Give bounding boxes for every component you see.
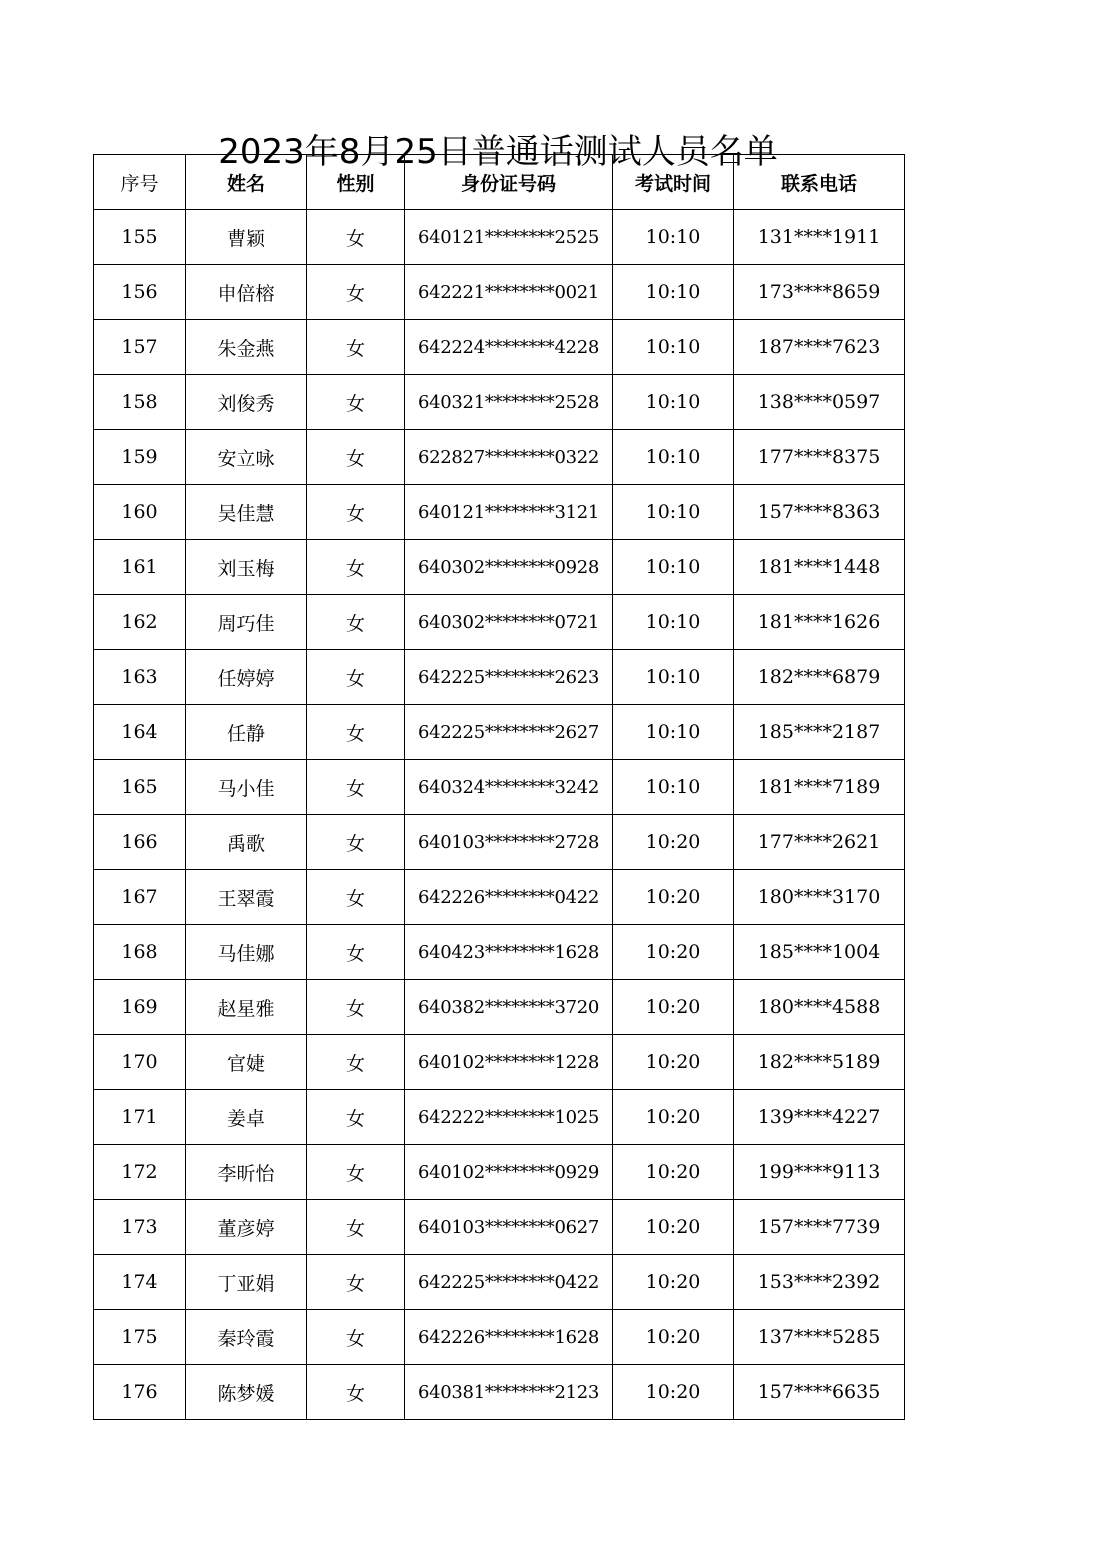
cell-id-number: 622827********0322 [405, 430, 613, 485]
cell-seq: 168 [94, 925, 186, 980]
cell-name: 丁亚娟 [186, 1255, 307, 1310]
cell-exam-time: 10:10 [613, 760, 734, 815]
cell-id-number: 640103********2728 [405, 815, 613, 870]
cell-exam-time: 10:10 [613, 485, 734, 540]
table-row [94, 650, 905, 705]
cell-seq: 175 [94, 1310, 186, 1365]
cell-phone: 173****8659 [734, 265, 905, 320]
cell-gender: 女 [307, 705, 405, 760]
cell-gender: 女 [307, 375, 405, 430]
cell-id-number: 640324********3242 [405, 760, 613, 815]
cell-id-number: 640423********1628 [405, 925, 613, 980]
header-id: 身份证号码 [405, 155, 613, 210]
header-seq: 序号 [94, 155, 186, 210]
table-row [94, 705, 905, 760]
cell-exam-time: 10:20 [613, 870, 734, 925]
cell-seq: 160 [94, 485, 186, 540]
cell-name: 王翠霞 [186, 870, 307, 925]
cell-gender: 女 [307, 485, 405, 540]
cell-exam-time: 10:20 [613, 1145, 734, 1200]
cell-seq: 164 [94, 705, 186, 760]
cell-id-number: 642224********4228 [405, 320, 613, 375]
roster-table [93, 154, 905, 1420]
cell-gender: 女 [307, 210, 405, 265]
cell-phone: 182****6879 [734, 650, 905, 705]
cell-exam-time: 10:20 [613, 1090, 734, 1145]
cell-gender: 女 [307, 1310, 405, 1365]
cell-gender: 女 [307, 1145, 405, 1200]
cell-exam-time: 10:10 [613, 375, 734, 430]
cell-seq: 162 [94, 595, 186, 650]
cell-exam-time: 10:10 [613, 210, 734, 265]
cell-phone: 153****2392 [734, 1255, 905, 1310]
cell-name: 安立咏 [186, 430, 307, 485]
table-row [94, 485, 905, 540]
cell-name: 任静 [186, 705, 307, 760]
cell-id-number: 642226********0422 [405, 870, 613, 925]
cell-phone: 185****2187 [734, 705, 905, 760]
cell-seq: 171 [94, 1090, 186, 1145]
cell-name: 马佳娜 [186, 925, 307, 980]
cell-id-number: 642221********0021 [405, 265, 613, 320]
cell-id-number: 640321********2528 [405, 375, 613, 430]
cell-name: 申倍榕 [186, 265, 307, 320]
table-row [94, 210, 905, 265]
table-header [94, 155, 905, 210]
cell-seq: 163 [94, 650, 186, 705]
cell-seq: 165 [94, 760, 186, 815]
cell-id-number: 640121********3121 [405, 485, 613, 540]
cell-seq: 159 [94, 430, 186, 485]
cell-id-number: 640381********2123 [405, 1365, 613, 1420]
cell-phone: 138****0597 [734, 375, 905, 430]
cell-gender: 女 [307, 925, 405, 980]
cell-id-number: 640382********3720 [405, 980, 613, 1035]
cell-phone: 181****1448 [734, 540, 905, 595]
cell-gender: 女 [307, 265, 405, 320]
cell-exam-time: 10:20 [613, 925, 734, 980]
cell-seq: 172 [94, 1145, 186, 1200]
cell-name: 姜卓 [186, 1090, 307, 1145]
table-body [94, 210, 905, 1420]
cell-seq: 155 [94, 210, 186, 265]
table-row [94, 265, 905, 320]
cell-exam-time: 10:10 [613, 705, 734, 760]
cell-gender: 女 [307, 650, 405, 705]
cell-id-number: 642222********1025 [405, 1090, 613, 1145]
cell-seq: 161 [94, 540, 186, 595]
table-row [94, 1200, 905, 1255]
cell-seq: 156 [94, 265, 186, 320]
cell-name: 李昕怡 [186, 1145, 307, 1200]
cell-exam-time: 10:20 [613, 980, 734, 1035]
cell-id-number: 640121********2525 [405, 210, 613, 265]
table-row [94, 320, 905, 375]
cell-exam-time: 10:10 [613, 650, 734, 705]
cell-phone: 131****1911 [734, 210, 905, 265]
cell-gender: 女 [307, 1035, 405, 1090]
table-row [94, 1255, 905, 1310]
cell-gender: 女 [307, 760, 405, 815]
cell-phone: 139****4227 [734, 1090, 905, 1145]
cell-name: 秦玲霞 [186, 1310, 307, 1365]
cell-gender: 女 [307, 1255, 405, 1310]
table-row [94, 815, 905, 870]
cell-name: 刘玉梅 [186, 540, 307, 595]
cell-name: 吴佳慧 [186, 485, 307, 540]
cell-gender: 女 [307, 540, 405, 595]
cell-gender: 女 [307, 595, 405, 650]
header-gender: 性别 [307, 155, 405, 210]
page-title: 2023年8月25日普通话测试人员名单 [218, 131, 778, 172]
header-row [94, 155, 905, 210]
cell-phone: 177****8375 [734, 430, 905, 485]
cell-phone: 182****5189 [734, 1035, 905, 1090]
cell-gender: 女 [307, 320, 405, 375]
cell-name: 朱金燕 [186, 320, 307, 375]
cell-gender: 女 [307, 815, 405, 870]
table-row [94, 430, 905, 485]
table-row [94, 375, 905, 430]
cell-seq: 176 [94, 1365, 186, 1420]
cell-id-number: 640102********1228 [405, 1035, 613, 1090]
cell-phone: 177****2621 [734, 815, 905, 870]
cell-seq: 170 [94, 1035, 186, 1090]
cell-exam-time: 10:10 [613, 595, 734, 650]
table-row [94, 760, 905, 815]
table-row [94, 925, 905, 980]
cell-name: 任婷婷 [186, 650, 307, 705]
cell-phone: 157****7739 [734, 1200, 905, 1255]
cell-exam-time: 10:20 [613, 1200, 734, 1255]
cell-phone: 157****8363 [734, 485, 905, 540]
cell-id-number: 640103********0627 [405, 1200, 613, 1255]
cell-gender: 女 [307, 1090, 405, 1145]
table-row [94, 595, 905, 650]
header-time: 考试时间 [613, 155, 734, 210]
cell-gender: 女 [307, 870, 405, 925]
cell-id-number: 640102********0929 [405, 1145, 613, 1200]
cell-phone: 187****7623 [734, 320, 905, 375]
cell-phone: 199****9113 [734, 1145, 905, 1200]
cell-seq: 166 [94, 815, 186, 870]
cell-phone: 181****1626 [734, 595, 905, 650]
cell-seq: 174 [94, 1255, 186, 1310]
cell-gender: 女 [307, 430, 405, 485]
cell-id-number: 642226********1628 [405, 1310, 613, 1365]
table-row [94, 540, 905, 595]
cell-phone: 181****7189 [734, 760, 905, 815]
header-phone: 联系电话 [734, 155, 905, 210]
cell-exam-time: 10:10 [613, 320, 734, 375]
cell-name: 赵星雅 [186, 980, 307, 1035]
cell-gender: 女 [307, 1365, 405, 1420]
header-name: 姓名 [186, 155, 307, 210]
cell-seq: 173 [94, 1200, 186, 1255]
cell-id-number: 640302********0721 [405, 595, 613, 650]
cell-exam-time: 10:20 [613, 1365, 734, 1420]
cell-phone: 185****1004 [734, 925, 905, 980]
table-row [94, 1090, 905, 1145]
cell-name: 刘俊秀 [186, 375, 307, 430]
cell-exam-time: 10:20 [613, 1035, 734, 1090]
cell-exam-time: 10:10 [613, 430, 734, 485]
cell-phone: 137****5285 [734, 1310, 905, 1365]
cell-name: 马小佳 [186, 760, 307, 815]
cell-exam-time: 10:20 [613, 1255, 734, 1310]
cell-exam-time: 10:10 [613, 540, 734, 595]
table-row [94, 870, 905, 925]
cell-seq: 157 [94, 320, 186, 375]
cell-phone: 157****6635 [734, 1365, 905, 1420]
cell-id-number: 642225********0422 [405, 1255, 613, 1310]
cell-seq: 169 [94, 980, 186, 1035]
cell-gender: 女 [307, 980, 405, 1035]
table-row [94, 1310, 905, 1365]
cell-name: 曹颖 [186, 210, 307, 265]
cell-name: 禹歌 [186, 815, 307, 870]
table-row [94, 980, 905, 1035]
cell-gender: 女 [307, 1200, 405, 1255]
cell-exam-time: 10:20 [613, 815, 734, 870]
cell-phone: 180****3170 [734, 870, 905, 925]
cell-exam-time: 10:10 [613, 265, 734, 320]
cell-id-number: 642225********2627 [405, 705, 613, 760]
cell-name: 官婕 [186, 1035, 307, 1090]
cell-name: 陈梦媛 [186, 1365, 307, 1420]
table-row [94, 1365, 905, 1420]
cell-name: 周巧佳 [186, 595, 307, 650]
cell-seq: 158 [94, 375, 186, 430]
cell-exam-time: 10:20 [613, 1310, 734, 1365]
cell-id-number: 642225********2623 [405, 650, 613, 705]
table-row [94, 1145, 905, 1200]
cell-name: 董彦婷 [186, 1200, 307, 1255]
table-row [94, 1035, 905, 1090]
cell-phone: 180****4588 [734, 980, 905, 1035]
cell-seq: 167 [94, 870, 186, 925]
cell-id-number: 640302********0928 [405, 540, 613, 595]
